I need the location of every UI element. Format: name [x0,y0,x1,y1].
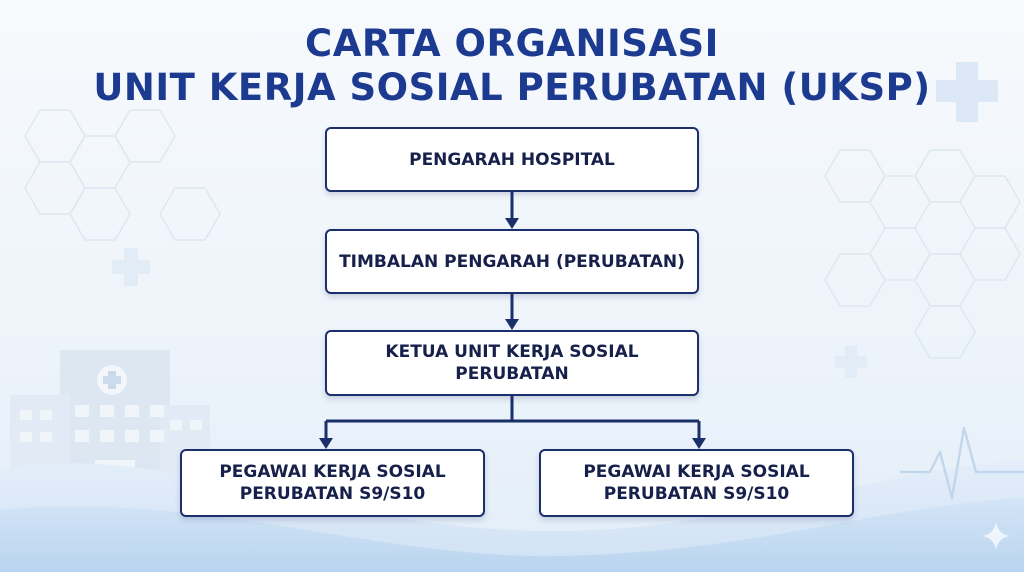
node-unit-head: KETUA UNIT KERJA SOSIAL PERUBATAN [325,330,699,396]
node-deputy-director: TIMBALAN PENGARAH (PERUBATAN) [325,229,699,294]
arrowhead-icon [319,438,333,449]
arrowhead-icon [505,218,519,229]
chart-title-line2: UNIT KERJA SOSIAL PERUBATAN (UKSP) [93,66,931,109]
node-officer-right: PEGAWAI KERJA SOSIAL PERUBATAN S9/S10 [539,449,854,517]
arrowhead-icon [505,319,519,330]
arrowhead-icon [692,438,706,449]
node-director: PENGARAH HOSPITAL [325,127,699,192]
node-officer-left: PEGAWAI KERJA SOSIAL PERUBATAN S9/S10 [180,449,485,517]
chart-title-line1: CARTA ORGANISASI [305,22,719,65]
